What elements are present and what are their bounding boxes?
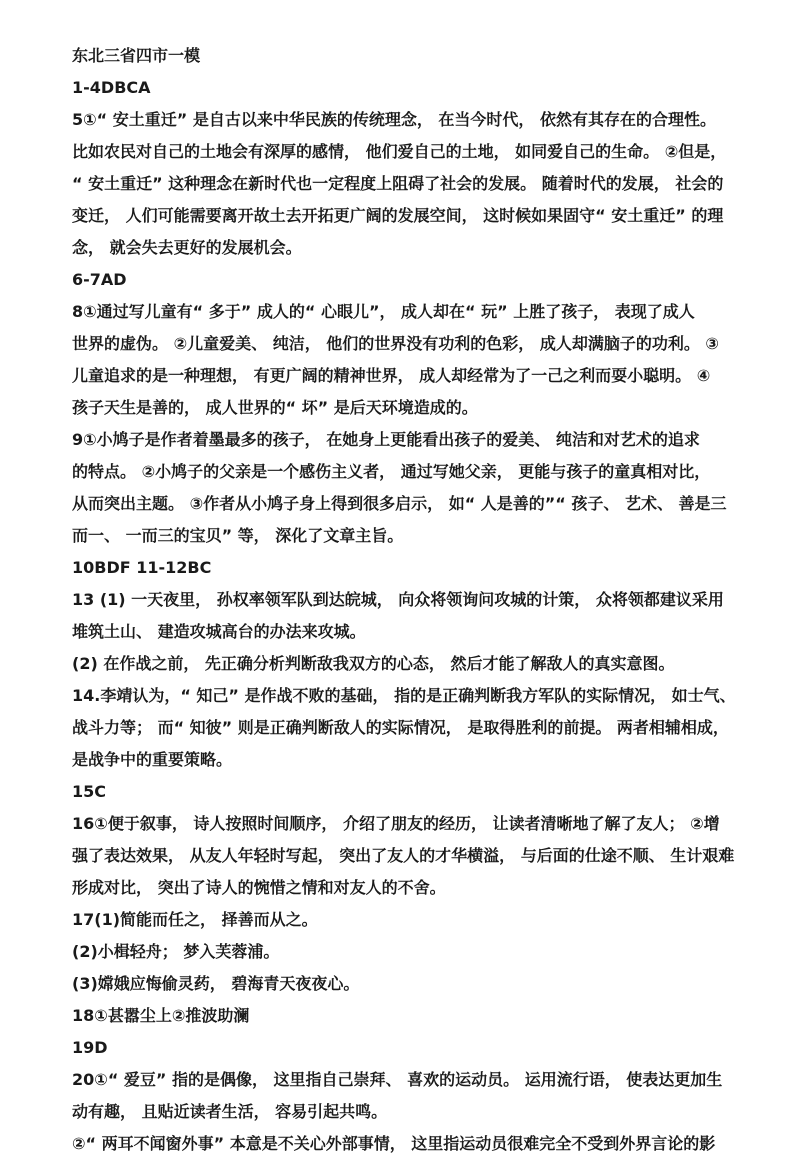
answer-line: 变迁， 人们可能需要离开故土去开拓更广阔的发展空间， 这时候如果固守“ 安土重迁” 的理 bbox=[72, 206, 724, 225]
answer-line: 比如农民对自己的土地会有深厚的感情， 他们爱自己的土地， 如同爱自己的生命。 ②但是， bbox=[72, 142, 727, 161]
answer-line: 8①通过写儿童有“ 多于” 成人的“ 心眼儿”， 成人却在“ 玩” 上胜了孩子， 表现了成人 bbox=[72, 302, 695, 321]
answer-line: 20①“ 爱豆” 指的是偶像， 这里指自己崇拜、 喜欢的运动员。 运用流行语， 使表达更加生 bbox=[72, 1070, 723, 1089]
answer-line: 14.李靖认为，“ 知己” 是作战不败的基础， 指的是正确判断我方军队的实际情况， 如士气、 bbox=[72, 686, 736, 705]
answer-line: 16①便于叙事， 诗人按照时间顺序， 介绍了朋友的经历， 让读者清晰地了解了友人； ②增 bbox=[72, 814, 720, 833]
answer-line: 孩子天生是善的， 成人世界的“ 坏” 是后天环境造成的。 bbox=[72, 398, 478, 417]
answer-document bbox=[72, 40, 762, 1160]
answer-line: (3)嫦娥应悔偷灵药， 碧海青天夜夜心。 bbox=[72, 974, 360, 993]
answer-line: 1-4DBCA bbox=[72, 78, 151, 97]
answer-line: 19D bbox=[72, 1038, 108, 1057]
answer-line: 战斗力等； 而“ 知彼” 则是正确判断敌人的实际情况， 是取得胜利的前提。 两者相辅相成， bbox=[72, 718, 729, 737]
answer-line: 形成对比， 突出了诗人的惋惜之情和对友人的不舍。 bbox=[72, 878, 446, 897]
answer-line: 的特点。 ②小鸠子的父亲是一个感伤主义者， 通过写她父亲， 更能与孩子的童真相对比， bbox=[72, 462, 711, 481]
answer-line: 而一、 一而三的宝贝” 等， 深化了文章主旨。 bbox=[72, 526, 404, 545]
document-title: 东北三省四市一模 bbox=[72, 46, 201, 65]
answer-line: (2)小楫轻舟； 梦入芙蓉浦。 bbox=[72, 942, 280, 961]
answer-line: 9①小鸠子是作者着墨最多的孩子， 在她身上更能看出孩子的爱美、 纯洁和对艺术的追求 bbox=[72, 430, 700, 449]
answer-line: 10BDF 11-12BC bbox=[72, 558, 212, 577]
answer-line: 动有趣， 且贴近读者生活， 容易引起共鸣。 bbox=[72, 1102, 388, 1121]
answer-line: “ 安土重迁” 这种理念在新时代也一定程度上阻碍了社会的发展。 随着时代的发展， 社会的 bbox=[72, 174, 724, 193]
answer-line: 13 (1) 一天夜里， 孙权率领军队到达皖城， 向众将领询问攻城的计策， 众将领都建议采用 bbox=[72, 590, 724, 609]
answer-line: (2) 在作战之前， 先正确分析判断敌我双方的心态， 然后才能了解敌人的真实意图。 bbox=[72, 654, 675, 673]
answer-line: 从而突出主题。 ③作者从小鸠子身上得到很多启示， 如“ 人是善的”“ 孩子、 艺术、 善是三 bbox=[72, 494, 727, 513]
answer-line: 儿童追求的是一种理想， 有更广阔的精神世界， 成人却经常为了一己之利而耍小聪明。 ④ bbox=[72, 366, 711, 385]
answer-line: 15C bbox=[72, 782, 107, 801]
answer-line: 5①“ 安土重迁” 是自古以来中华民族的传统理念， 在当今时代， 依然有其存在的合理性。 bbox=[72, 110, 716, 129]
answer-line: 念， 就会失去更好的发展机会。 bbox=[72, 238, 302, 257]
answer-line: ②“ 两耳不闻窗外事” 本意是不关心外部事情， 这里指运动员很难完全不受到外界言论的影 bbox=[72, 1134, 716, 1153]
answer-line: 18①甚嚣尘上②推波助澜 bbox=[72, 1006, 250, 1025]
answer-line: 6-7AD bbox=[72, 270, 127, 289]
answer-line: 堆筑土山、 建造攻城高台的办法来攻城。 bbox=[72, 622, 366, 641]
answer-line: 17(1)简能而任之， 择善而从之。 bbox=[72, 910, 318, 929]
answer-line: 世界的虚伪。 ②儿童爱美、 纯洁， 他们的世界没有功利的色彩， 成人却满脑子的功利。 ③ bbox=[72, 334, 719, 353]
answer-line: 强了表达效果， 从友人年轻时写起， 突出了友人的才华横溢， 与后面的仕途不顺、 生计艰难 bbox=[72, 846, 735, 865]
answer-line: 是战争中的重要策略。 bbox=[72, 750, 233, 769]
